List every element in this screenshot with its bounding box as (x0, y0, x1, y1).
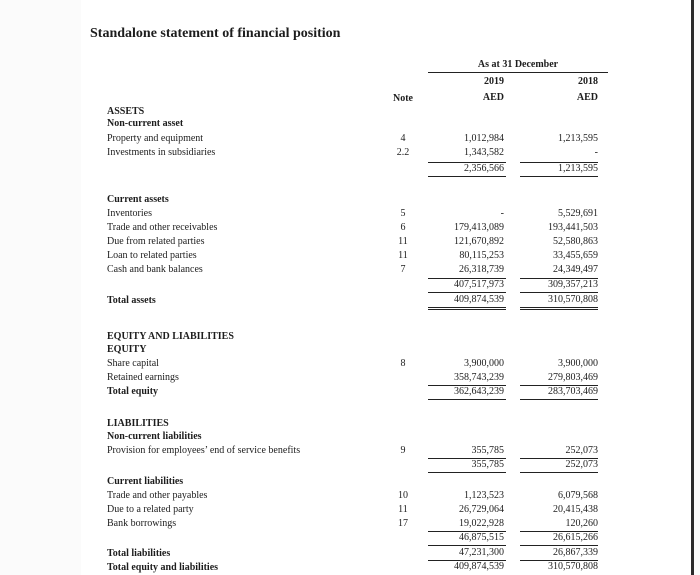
subtotal-2018: 1,213,595 (558, 163, 598, 174)
row-note: 8 (400, 358, 406, 369)
header-2018: 2018 (578, 76, 598, 87)
row-note: 17 (398, 518, 408, 529)
row-value-2018: 20,415,438 (553, 504, 598, 515)
row-label: Investments in subsidiaries (107, 147, 216, 158)
row-value-2019: 26,318,739 (459, 264, 504, 275)
total-equity-2019: 362,643,239 (454, 386, 504, 397)
total-assets-label: Total assets (107, 295, 156, 306)
row-note: 9 (400, 445, 406, 456)
subtotal-2018: 309,357,213 (548, 279, 598, 290)
row-note: 4 (400, 133, 406, 144)
row-value-2018: - (594, 147, 598, 158)
row-value-2019: 355,785 (471, 445, 504, 456)
total-liabilities-2019: 47,231,300 (459, 547, 504, 558)
row-value-2018: 1,213,595 (558, 133, 598, 144)
section-equity-liabilities: EQUITY AND LIABILITIES (107, 331, 234, 342)
row-label: Inventories (107, 208, 152, 219)
row-value-2019: 1,343,582 (464, 147, 504, 158)
total-assets-2018: 310,570,808 (548, 294, 598, 305)
total-rule (520, 307, 598, 308)
row-value-2019: 3,900,000 (464, 358, 504, 369)
subtotal-rule (520, 399, 598, 400)
row-value-2018: 6,079,568 (558, 490, 598, 501)
header-as-at: As at 31 December (477, 59, 559, 70)
subtotal-2018: 26,615,266 (553, 532, 598, 543)
row-note: 11 (398, 250, 408, 261)
row-note: 11 (398, 236, 408, 247)
total-rule (428, 307, 506, 308)
window-edge (691, 0, 694, 575)
subsection-non-current-liabilities: Non-current liabilities (107, 431, 202, 442)
total-equity-liabilities-2019: 409,874,539 (454, 561, 504, 572)
total-rule (520, 309, 598, 310)
subtotal-rule (520, 472, 598, 473)
total-equity-2018: 283,703,469 (548, 386, 598, 397)
row-value-2019: 80,115,253 (459, 250, 504, 261)
subtotal-2018: 252,073 (565, 459, 598, 470)
row-value-2019: - (500, 208, 504, 219)
row-note: 11 (398, 504, 408, 515)
total-assets-2019: 409,874,539 (454, 294, 504, 305)
subsection-current-liabilities: Current liabilities (107, 476, 184, 487)
subtotal-rule (520, 545, 598, 546)
row-value-2019: 179,413,089 (454, 222, 504, 233)
row-label: Bank borrowings (107, 518, 177, 529)
document-sheet (81, 0, 693, 575)
row-note: 2.2 (396, 147, 410, 158)
row-value-2018: 33,455,659 (553, 250, 598, 261)
row-note: 6 (400, 222, 406, 233)
total-liabilities-label: Total liabilities (107, 548, 171, 559)
statement-title: Standalone statement of financial position (90, 26, 341, 41)
header-note: Note (393, 93, 413, 104)
header-rule (428, 72, 608, 73)
row-value-2018: 5,529,691 (558, 208, 598, 219)
subtotal-2019: 2,356,566 (464, 163, 504, 174)
row-note: 10 (398, 490, 408, 501)
row-note: 7 (400, 264, 406, 275)
row-label: Due from related parties (107, 236, 205, 247)
row-value-2019: 19,022,928 (459, 518, 504, 529)
row-value-2019: 26,729,064 (459, 504, 504, 515)
subtotal-rule (428, 399, 506, 400)
subtotal-2019: 355,785 (471, 459, 504, 470)
subsection-current-assets: Current assets (107, 194, 169, 205)
subtotal-rule (520, 292, 598, 293)
section-liabilities: LIABILITIES (107, 418, 169, 429)
row-label: Trade and other receivables (107, 222, 218, 233)
row-label: Loan to related parties (107, 250, 197, 261)
total-rule (428, 309, 506, 310)
row-value-2019: 121,670,892 (454, 236, 504, 247)
subsection-non-current-asset: Non-current asset (107, 118, 184, 129)
subtotal-rule (428, 472, 506, 473)
subtotal-rule (428, 545, 506, 546)
header-aed-2019: AED (482, 92, 504, 103)
subtotal-2019: 407,517,973 (454, 279, 504, 290)
total-equity-liabilities-label: Total equity and liabilities (107, 562, 219, 573)
row-label: Trade and other payables (107, 490, 208, 501)
subtotal-rule (428, 176, 506, 177)
header-aed-2018: AED (576, 92, 598, 103)
subtotal-rule (428, 292, 506, 293)
row-value-2018: 252,073 (565, 445, 598, 456)
row-value-2019: 1,123,523 (464, 490, 504, 501)
row-label: Provision for employees’ end of service benefits (107, 445, 301, 456)
total-equity-label: Total equity (107, 386, 159, 397)
row-value-2019: 1,012,984 (464, 133, 504, 144)
row-value-2019: 358,743,239 (454, 372, 504, 383)
row-value-2018: 24,349,497 (553, 264, 598, 275)
subtotal-rule (520, 176, 598, 177)
row-label: Share capital (107, 358, 159, 369)
total-equity-liabilities-2018: 310,570,808 (548, 561, 598, 572)
subtotal-2019: 46,875,515 (459, 532, 504, 543)
row-value-2018: 193,441,503 (548, 222, 598, 233)
total-liabilities-2018: 26,867,339 (553, 547, 598, 558)
header-2019: 2019 (484, 76, 504, 87)
row-value-2018: 3,900,000 (558, 358, 598, 369)
row-note: 5 (400, 208, 406, 219)
row-value-2018: 120,260 (565, 518, 598, 529)
row-label: Due to a related party (107, 504, 194, 515)
row-label: Retained earnings (107, 372, 179, 383)
row-value-2018: 279,803,469 (548, 372, 598, 383)
section-assets: ASSETS (107, 106, 145, 117)
row-value-2018: 52,580,863 (553, 236, 598, 247)
row-label: Cash and bank balances (107, 264, 203, 275)
row-label: Property and equipment (107, 133, 204, 144)
subsection-equity: EQUITY (107, 344, 147, 355)
